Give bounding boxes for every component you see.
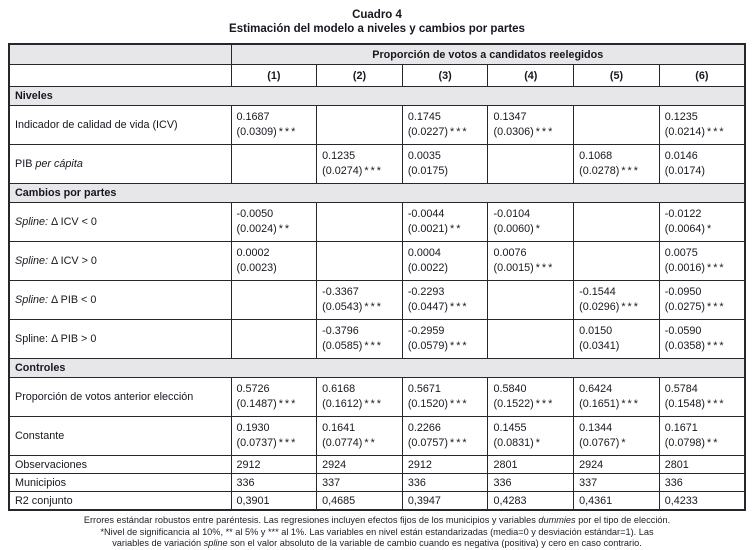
coefficient-value: 0.0035 [407, 149, 441, 162]
column-header-3: (3) [402, 65, 488, 87]
coefficient-value: 0.1235 [664, 110, 698, 123]
column-header-5: (5) [574, 65, 660, 87]
significance-stars: * [707, 223, 714, 235]
standard-error: (0.1520) *** [407, 398, 469, 410]
significance-stars: *** [364, 165, 383, 177]
significance-stars: *** [707, 262, 726, 274]
standard-error: (0.0447) *** [407, 301, 469, 313]
coef-cell [488, 320, 574, 359]
significance-stars: ** [364, 437, 377, 449]
coefficient-value: -0.0050 [236, 207, 274, 220]
coef-cell [317, 145, 403, 184]
coefficient-value: 0.1641 [322, 421, 356, 434]
coef-cell [231, 203, 317, 242]
coef-cell [402, 378, 488, 417]
standard-error: (0.0015) *** [493, 262, 555, 274]
standard-error: (0.0774) ** [322, 437, 377, 449]
standard-error: (0.1548) *** [664, 398, 726, 410]
coef-cell [402, 417, 488, 456]
coef-cell [574, 320, 660, 359]
row-label: Municipios [9, 474, 231, 492]
stat-cell: 0,4283 [488, 492, 574, 511]
significance-stars: ** [707, 437, 720, 449]
significance-stars: * [535, 223, 542, 235]
coefficient-value: 0.1745 [407, 110, 441, 123]
section-label: Niveles [9, 87, 745, 106]
stat-row [9, 492, 745, 511]
standard-error: (0.1487) *** [236, 398, 298, 410]
standard-error: (0.0023) [236, 262, 277, 274]
standard-error: (0.0060) * [493, 223, 542, 235]
stat-cell: 2801 [488, 456, 574, 474]
table-title-block [0, 0, 754, 36]
significance-stars: *** [707, 126, 726, 138]
significance-stars: *** [621, 165, 640, 177]
coef-cell [574, 378, 660, 417]
stat-cell: 2912 [402, 456, 488, 474]
row-label: Spline: Δ ICV > 0 [9, 242, 231, 281]
coefficient-value: -0.3367 [322, 285, 359, 298]
standard-error: (0.0798) ** [664, 437, 720, 449]
stat-row [9, 456, 745, 474]
coef-row [9, 145, 745, 184]
significance-stars: *** [707, 398, 726, 410]
significance-stars: *** [535, 126, 555, 138]
coef-cell [317, 320, 403, 359]
coefficient-value: 0.0075 [664, 246, 698, 259]
column-header-2: (2) [317, 65, 403, 87]
coef-row [9, 281, 745, 320]
standard-error: (0.0306) *** [493, 126, 555, 138]
corner-cell [9, 44, 231, 65]
coef-cell [317, 242, 403, 281]
coef-cell [402, 203, 488, 242]
column-header-4: (4) [488, 65, 574, 87]
row-label: Spline: Δ ICV < 0 [9, 203, 231, 242]
coef-cell [402, 281, 488, 320]
footnote-line: Errores estándar robustos entre paréntesis. Las regresiones incluyen efectos fijos de los municipios y variables dummies por el tipo de elección. [83, 515, 671, 525]
stat-cell: 0,4233 [659, 492, 745, 511]
coef-cell [659, 281, 745, 320]
stat-cell: 337 [317, 474, 403, 492]
coef-cell [317, 203, 403, 242]
stat-cell: 0,3947 [402, 492, 488, 511]
coef-cell [659, 417, 745, 456]
section-row [9, 359, 745, 378]
coef-cell [231, 145, 317, 184]
table-subtitle: Estimación del modelo a niveles y cambios por partes [229, 23, 525, 35]
standard-error: (0.0831) * [493, 437, 542, 449]
coefficient-value: 0.6424 [579, 382, 613, 395]
coefficient-value: -0.0044 [407, 207, 445, 220]
standard-error: (0.0175) [407, 165, 449, 177]
standard-error: (0.0737) *** [236, 437, 298, 449]
column-header-6: (6) [659, 65, 745, 87]
coefficient-value: 0.6168 [322, 382, 356, 395]
coef-cell [231, 320, 317, 359]
corner-cell-2 [9, 65, 231, 87]
footnote-line: variables de variación spline son el valor absoluto de la variable de cambio cuando es negativa (positiva) y cero en caso contrario. [112, 538, 642, 548]
regression-table [8, 43, 746, 511]
coef-cell [659, 320, 745, 359]
stat-cell: 336 [402, 474, 488, 492]
coefficient-value: 0.5726 [236, 382, 270, 395]
standard-error: (0.0757) *** [407, 437, 469, 449]
coefficient-value: 0.0004 [407, 246, 441, 259]
significance-stars: *** [535, 398, 555, 410]
coef-cell [402, 106, 488, 145]
section-label: Cambios por partes [9, 184, 745, 203]
row-label: Observaciones [9, 456, 231, 474]
stat-cell: 336 [488, 474, 574, 492]
row-label: Constante [9, 417, 231, 456]
significance-stars: * [535, 437, 542, 449]
coefficient-value: 0.1455 [493, 421, 527, 434]
significance-stars: *** [364, 340, 383, 352]
footnotes [0, 515, 754, 550]
standard-error: (0.0543) *** [322, 301, 383, 313]
coef-row [9, 417, 745, 456]
coef-cell [488, 203, 574, 242]
section-row [9, 87, 745, 106]
coef-cell [659, 106, 745, 145]
coefficient-value: 0.1068 [579, 149, 613, 162]
coefficient-value: 0.1347 [493, 110, 527, 123]
stat-cell: 336 [659, 474, 745, 492]
significance-stars: *** [707, 301, 726, 313]
row-label: Spline: Δ PIB > 0 [9, 320, 231, 359]
coef-cell [402, 145, 488, 184]
coef-cell [488, 281, 574, 320]
significance-stars: *** [450, 437, 469, 449]
standard-error: (0.0579) *** [407, 340, 469, 352]
coef-cell [231, 417, 317, 456]
coefficient-value: -0.0104 [493, 207, 531, 220]
coef-cell [574, 145, 660, 184]
coef-cell [317, 281, 403, 320]
stat-cell: 337 [574, 474, 660, 492]
significance-stars: *** [450, 340, 469, 352]
table-number: Cuadro 4 [352, 9, 402, 21]
section-row [9, 184, 745, 203]
coef-cell [574, 203, 660, 242]
significance-stars: * [621, 437, 628, 449]
coefficient-value: 0.1235 [322, 149, 356, 162]
coef-row [9, 106, 745, 145]
row-label: Indicador de calidad de vida (ICV) [9, 106, 231, 145]
significance-stars: *** [535, 262, 555, 274]
coefficient-value: -0.2293 [407, 285, 445, 298]
coef-cell [574, 106, 660, 145]
coef-cell [402, 320, 488, 359]
coefficient-value: 0.1687 [236, 110, 270, 123]
coefficient-value: 0.2266 [407, 421, 441, 434]
coefficient-value: 0.1671 [664, 421, 698, 434]
coefficient-value: 0.5784 [664, 382, 698, 395]
standard-error: (0.0275) *** [664, 301, 726, 313]
coef-row [9, 242, 745, 281]
coef-row [9, 203, 745, 242]
standard-error: (0.0767) * [579, 437, 628, 449]
significance-stars: *** [278, 126, 298, 138]
stat-row [9, 474, 745, 492]
coefficient-value: -0.0590 [664, 324, 702, 337]
stat-cell: 0,4361 [574, 492, 660, 511]
coef-cell [574, 281, 660, 320]
coef-cell [488, 145, 574, 184]
coef-cell [659, 242, 745, 281]
section-label: Controles [9, 359, 745, 378]
significance-stars: *** [450, 301, 469, 313]
stat-cell: 2801 [659, 456, 745, 474]
significance-stars: *** [278, 437, 298, 449]
coefficient-value: 0.0076 [493, 246, 527, 259]
significance-stars: ** [450, 223, 463, 235]
significance-stars: ** [278, 223, 292, 235]
coefficient-value: 0.1930 [236, 421, 270, 434]
stat-cell: 2924 [317, 456, 403, 474]
stat-cell: 2912 [231, 456, 317, 474]
row-label: R2 conjunto [9, 492, 231, 511]
standard-error: (0.1612) *** [322, 398, 383, 410]
coefficient-value: 0.5671 [407, 382, 441, 395]
coef-cell [317, 378, 403, 417]
column-header-row [9, 65, 745, 87]
standard-error: (0.0024) ** [236, 223, 292, 235]
coefficient-value: 0.0146 [664, 149, 698, 162]
standard-error: (0.0021) ** [407, 223, 463, 235]
standard-error: (0.0278) *** [579, 165, 640, 177]
standard-error: (0.0585) *** [322, 340, 383, 352]
coefficient-value: -0.0950 [664, 285, 702, 298]
significance-stars: *** [364, 398, 383, 410]
coef-row [9, 320, 745, 359]
standard-error: (0.0358) *** [664, 340, 726, 352]
standard-error: (0.0214) *** [664, 126, 726, 138]
significance-stars: *** [278, 398, 298, 410]
coef-cell [574, 417, 660, 456]
coefficient-value: 0.0002 [236, 246, 270, 259]
coef-cell [317, 106, 403, 145]
row-label: Spline: Δ PIB < 0 [9, 281, 231, 320]
coefficient-value: 0.1344 [579, 421, 613, 434]
standard-error: (0.0296) *** [579, 301, 640, 313]
coef-cell [231, 242, 317, 281]
standard-error: (0.0174) [664, 165, 705, 177]
significance-stars: *** [621, 301, 640, 313]
coefficient-value: -0.0122 [664, 207, 702, 220]
standard-error: (0.0022) [407, 262, 449, 274]
significance-stars: *** [450, 126, 469, 138]
standard-error: (0.1522) *** [493, 398, 555, 410]
coef-cell [488, 417, 574, 456]
coefficient-value: -0.3796 [322, 324, 359, 337]
row-label: Proporción de votos anterior elección [9, 378, 231, 417]
significance-stars: *** [364, 301, 383, 313]
coef-cell [402, 242, 488, 281]
standard-error: (0.0064) * [664, 223, 714, 235]
span-header-row [9, 44, 745, 65]
standard-error: (0.0227) *** [407, 126, 469, 138]
standard-error: (0.0309) *** [236, 126, 298, 138]
coef-cell [317, 417, 403, 456]
standard-error: (0.1651) *** [579, 398, 640, 410]
coef-cell [659, 378, 745, 417]
row-label: PIB per cápita [9, 145, 231, 184]
coef-cell [231, 106, 317, 145]
coefficient-value: -0.1544 [579, 285, 616, 298]
coefficient-value: 0.0150 [579, 324, 613, 337]
significance-stars: *** [450, 398, 469, 410]
stat-cell: 2924 [574, 456, 660, 474]
span-header: Proporción de votos a candidatos reelegidos [231, 44, 745, 65]
significance-stars: *** [621, 398, 640, 410]
coefficient-value: -0.2959 [407, 324, 445, 337]
coef-cell [659, 203, 745, 242]
coef-cell [231, 281, 317, 320]
standard-error: (0.0016) *** [664, 262, 726, 274]
coef-cell [488, 106, 574, 145]
coef-cell [574, 242, 660, 281]
coefficient-value: 0.5840 [493, 382, 527, 395]
coef-row [9, 378, 745, 417]
coef-cell [231, 378, 317, 417]
stat-cell: 0,4685 [317, 492, 403, 511]
footnote-line: *Nivel de significancia al 10%, ** al 5% y *** al 1%. Las variables en nivel están estandarizadas (media=0 y desviación estándar=1). Las [100, 526, 654, 537]
stat-cell: 336 [231, 474, 317, 492]
column-header-1: (1) [231, 65, 317, 87]
coef-cell [659, 145, 745, 184]
standard-error: (0.0341) [579, 340, 620, 352]
coef-cell [488, 242, 574, 281]
significance-stars: *** [707, 340, 726, 352]
stat-cell: 0,3901 [231, 492, 317, 511]
coef-cell [488, 378, 574, 417]
standard-error: (0.0274) *** [322, 165, 383, 177]
